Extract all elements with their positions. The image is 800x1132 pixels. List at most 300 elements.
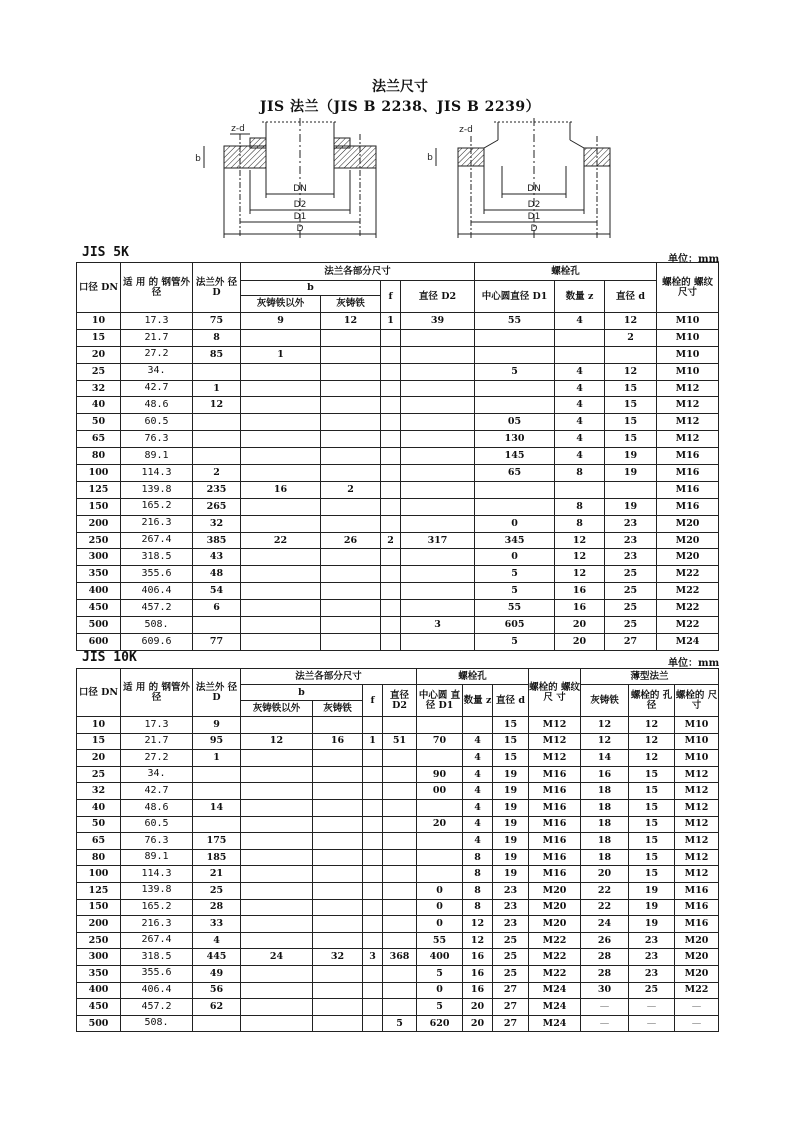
table-cell: M16 [529,783,581,800]
table-cell: M24 [657,633,719,650]
table-cell: M22 [657,566,719,583]
table-cell: 26 [581,932,629,949]
table-cell [241,766,313,783]
table-cell: 27.2 [121,346,193,363]
table-cell: 65 [77,833,121,850]
table-cell: 12 [605,313,657,330]
table-cell: 05 [475,414,555,431]
table-cell: 620 [417,1015,463,1032]
table-cell: 30 [581,982,629,999]
jis5k-label: JIS 5K [82,245,129,260]
table-cell [401,363,475,380]
table-cell: 19 [493,849,529,866]
table-cell: 77 [193,633,241,650]
table-cell: 318.5 [121,949,193,966]
table-cell: M24 [529,999,581,1016]
table-row [77,380,719,397]
table-cell: 5 [383,1015,417,1032]
table-row [77,799,719,816]
table-row [77,481,719,498]
table-cell: M20 [675,965,719,982]
svg-text:DN: DN [527,184,541,194]
table-cell [313,999,363,1016]
table-cell: 175 [193,833,241,850]
table-cell: 100 [77,866,121,883]
table-cell: 43 [193,549,241,566]
header-pipe-od: 适 用 的 钢管外径 [121,669,193,717]
table-cell [381,617,401,634]
table-cell [313,899,363,916]
table-cell: 19 [629,916,675,933]
table-cell: 19 [605,465,657,482]
table-cell: 1 [241,346,321,363]
table-cell: 20 [77,346,121,363]
table-cell: 16 [463,982,493,999]
table-cell [401,600,475,617]
table-cell: 114.3 [121,866,193,883]
table-cell [241,1015,313,1032]
table-cell [381,414,401,431]
table-cell: M10 [657,346,719,363]
table-cell: 6 [193,600,241,617]
table-cell: 65 [475,465,555,482]
table-cell: 2 [321,481,381,498]
table-cell [381,498,401,515]
table-cell: 40 [77,799,121,816]
table-cell [381,465,401,482]
table-cell [363,816,383,833]
table-cell: 250 [77,532,121,549]
table-cell [241,380,321,397]
table-cell: 12 [555,549,605,566]
table-cell: 2 [381,532,401,549]
table-cell: 21.7 [121,329,193,346]
table-cell [381,481,401,498]
table-cell: 15 [77,733,121,750]
table-cell: 15 [629,766,675,783]
table-cell: — [629,999,675,1016]
table-cell: 4 [193,932,241,949]
table-cell: 55 [417,932,463,949]
table-cell: 18 [581,783,629,800]
table-cell: 27 [493,999,529,1016]
table-cell: 150 [77,498,121,515]
table-cell: 23 [605,549,657,566]
table-cell: 200 [77,515,121,532]
table-cell: 457.2 [121,999,193,1016]
flange-diagram-right [424,118,624,240]
table-cell: 15 [629,833,675,850]
table-cell: M12 [529,717,581,734]
table-cell [381,633,401,650]
table-cell: 345 [475,532,555,549]
table-cell: M20 [529,916,581,933]
table-cell: 457.2 [121,600,193,617]
header-d1: 中心圆直径 D1 [475,281,555,313]
table-cell [363,866,383,883]
table-cell: 19 [493,866,529,883]
table-cell [321,465,381,482]
table-row [77,498,719,515]
table-cell: 25 [493,965,529,982]
table-cell: 19 [629,882,675,899]
table-row [77,766,719,783]
table-cell: 28 [581,949,629,966]
table-cell: 28 [193,899,241,916]
table-cell: 23 [629,932,675,949]
table-cell: 24 [581,916,629,933]
table-cell: 4 [555,363,605,380]
table-cell: 8 [555,515,605,532]
table-cell: 25 [77,363,121,380]
table-cell [193,414,241,431]
table-cell: M22 [529,932,581,949]
table-cell [605,346,657,363]
table-cell [383,750,417,767]
table-cell [363,965,383,982]
table-cell: 16 [555,583,605,600]
table-cell: 40 [77,397,121,414]
table-cell: 00 [417,783,463,800]
table-cell: M16 [529,849,581,866]
table-cell: 65 [77,431,121,448]
table-cell [383,816,417,833]
table-cell: 90 [417,766,463,783]
table-cell: 267.4 [121,932,193,949]
table-cell [241,363,321,380]
svg-text:b: b [195,154,201,164]
header-b2: 灰铸铁 [321,296,381,313]
table-cell: 5 [475,633,555,650]
table-cell: M16 [657,481,719,498]
table-cell: M12 [529,733,581,750]
table-cell: 350 [77,965,121,982]
table-cell: 130 [475,431,555,448]
table-cell: 12 [605,363,657,380]
table-cell [417,833,463,850]
table-cell: M20 [657,549,719,566]
table-cell: M22 [657,583,719,600]
table-cell: 32 [77,783,121,800]
table-cell: 12 [629,733,675,750]
table-cell: 25 [605,617,657,634]
table-row [77,816,719,833]
table-cell: 300 [77,949,121,966]
table-cell: — [581,999,629,1016]
table-cell: 10 [77,313,121,330]
header-thin-hole: 螺栓的 孔径 [629,685,675,717]
table-cell: 32 [313,949,363,966]
table-cell: 15 [629,849,675,866]
table-cell: 400 [417,949,463,966]
table-cell: 32 [77,380,121,397]
table-cell: 8 [555,498,605,515]
table-cell [401,465,475,482]
table-cell: M10 [657,363,719,380]
table-cell [363,999,383,1016]
table-cell: 8 [463,882,493,899]
table-cell [241,583,321,600]
table-cell: 18 [581,849,629,866]
table-cell [363,1015,383,1032]
table-cell: 8 [463,866,493,883]
table-cell [475,329,555,346]
table-cell: 42.7 [121,783,193,800]
table-cell: M16 [675,882,719,899]
table-cell: 609.6 [121,633,193,650]
table-cell: 56 [193,982,241,999]
table-cell: M22 [675,982,719,999]
table-cell [383,849,417,866]
table-cell: 114.3 [121,465,193,482]
table-cell [381,397,401,414]
table-cell [313,750,363,767]
table-cell [475,380,555,397]
table-cell: 20 [77,750,121,767]
table-cell: 34. [121,766,193,783]
table-row [77,949,719,966]
table-cell: 406.4 [121,982,193,999]
table-cell: 300 [77,549,121,566]
table-cell: 80 [77,448,121,465]
table-cell: 25 [605,583,657,600]
table-cell [313,982,363,999]
table-cell [241,549,321,566]
table-cell [383,899,417,916]
table-cell: 89.1 [121,448,193,465]
table-cell: 20 [463,1015,493,1032]
table-row [77,849,719,866]
table-cell: — [675,999,719,1016]
table-cell [555,346,605,363]
header-b: b [241,281,381,296]
table-row [77,414,719,431]
table-cell: 4 [555,313,605,330]
table-cell: 15 [605,431,657,448]
table-cell: 23 [605,515,657,532]
table-cell: 48.6 [121,799,193,816]
table-cell [383,866,417,883]
table-cell [193,363,241,380]
table-cell: 145 [475,448,555,465]
table-row [77,783,719,800]
table-cell: 15 [629,799,675,816]
table-cell [321,566,381,583]
table-cell: 14 [193,799,241,816]
table-cell [241,600,321,617]
table-cell: 450 [77,999,121,1016]
table-cell: 0 [475,515,555,532]
header-thin-ci: 灰铸铁 [581,685,629,717]
table-cell: M24 [529,982,581,999]
table-cell [241,566,321,583]
table-cell: 400 [77,583,121,600]
table-cell [381,549,401,566]
table-cell [381,380,401,397]
table-cell [321,329,381,346]
table-cell [417,849,463,866]
table-cell: M16 [529,766,581,783]
table-cell: M12 [529,750,581,767]
svg-text:z-d: z-d [459,125,473,135]
table-row [77,733,719,750]
table-row [77,397,719,414]
table-cell [475,498,555,515]
table-cell [363,916,383,933]
table-cell [241,882,313,899]
svg-text:D: D [296,224,304,234]
table-cell [383,982,417,999]
table-cell [381,600,401,617]
table-row [77,313,719,330]
table-cell: 19 [605,448,657,465]
table-cell [241,866,313,883]
table-cell: 55 [475,313,555,330]
table-cell: 19 [493,766,529,783]
table-cell: 9 [241,313,321,330]
table-cell [383,833,417,850]
table-cell [363,717,383,734]
table-cell [321,633,381,650]
table-cell [241,899,313,916]
table-cell [363,982,383,999]
table-cell: M20 [657,515,719,532]
table-cell: M22 [529,965,581,982]
table-cell [363,833,383,850]
table-cell: 445 [193,949,241,966]
header-f: f [381,281,401,313]
table-cell: 48 [193,566,241,583]
table-cell: 17.3 [121,313,193,330]
table-cell: 60.5 [121,414,193,431]
table-cell: 15 [629,816,675,833]
table-cell [381,566,401,583]
table-cell: 15 [493,750,529,767]
table-cell: M12 [675,799,719,816]
table-cell [381,431,401,448]
table-cell: 0 [417,899,463,916]
table-cell [381,515,401,532]
table-cell: 5 [417,965,463,982]
table-cell [321,515,381,532]
table-cell: M12 [657,380,719,397]
table-cell [401,397,475,414]
page-title: 法兰尺寸 [372,79,428,95]
table-cell: M16 [657,448,719,465]
table-cell: 26 [321,532,381,549]
table-cell: 500 [77,1015,121,1032]
table-cell: — [675,1015,719,1032]
table-cell [241,816,313,833]
table-cell [321,600,381,617]
table-cell: M12 [675,833,719,850]
svg-text:D1: D1 [293,212,307,222]
table-cell: — [629,1015,675,1032]
table-cell: M10 [675,717,719,734]
table-cell: 2 [605,329,657,346]
table-cell [313,1015,363,1032]
header-bolt-holes: 螺栓孔 [417,669,529,685]
table-cell: M20 [657,532,719,549]
table-cell: 19 [493,799,529,816]
table-cell [313,833,363,850]
table-cell: 16 [463,949,493,966]
table-cell: 16 [463,965,493,982]
table-cell: 165.2 [121,899,193,916]
jis10k-table [76,668,719,1032]
header-d2: 直径 D2 [401,281,475,313]
table-cell: 12 [463,916,493,933]
table-cell: 150 [77,899,121,916]
table-row [77,532,719,549]
header-b1: 灰铸铁以外 [241,701,313,717]
table-cell: M12 [675,849,719,866]
table-cell: 185 [193,849,241,866]
table-cell: 15 [605,380,657,397]
table-cell: 12 [581,717,629,734]
table-cell [555,329,605,346]
table-cell [241,397,321,414]
header-flange-od: 法兰外 径 D [193,669,241,717]
table-cell [241,916,313,933]
table-cell [401,329,475,346]
table-cell: M24 [529,1015,581,1032]
table-cell: 10 [77,717,121,734]
table-cell: 355.6 [121,965,193,982]
table-cell: M16 [529,799,581,816]
table-cell [463,717,493,734]
table-row [77,566,719,583]
table-row [77,617,719,634]
header-flange-od: 法兰外 径 D [193,263,241,313]
table-cell: 500 [77,617,121,634]
svg-text:b: b [427,153,433,163]
table-cell: 48.6 [121,397,193,414]
header-z: 数量 z [463,685,493,717]
table-cell [381,583,401,600]
table-cell [605,481,657,498]
table-cell: M16 [529,833,581,850]
table-cell: 16 [555,600,605,617]
table-cell: 1 [193,380,241,397]
table-cell [383,783,417,800]
table-row [77,346,719,363]
table-cell: 75 [193,313,241,330]
table-cell [193,1015,241,1032]
table-cell: M10 [657,313,719,330]
table-cell: 3 [401,617,475,634]
flange-diagram-left [190,118,390,240]
table-cell: M16 [675,916,719,933]
table-cell [383,799,417,816]
table-cell: 28 [581,965,629,982]
table-cell: 100 [77,465,121,482]
header-d: 直径 d [605,281,657,313]
table-cell: 4 [463,833,493,850]
table-cell: 20 [581,866,629,883]
table-cell: 9 [193,717,241,734]
table-cell [417,750,463,767]
jis5k-table [76,262,719,651]
table-cell: 80 [77,849,121,866]
table-row [77,932,719,949]
table-cell: 1 [363,733,383,750]
table-cell: 23 [629,965,675,982]
table-cell: 1 [193,750,241,767]
table-cell [241,799,313,816]
table-row [77,448,719,465]
table-cell [321,414,381,431]
